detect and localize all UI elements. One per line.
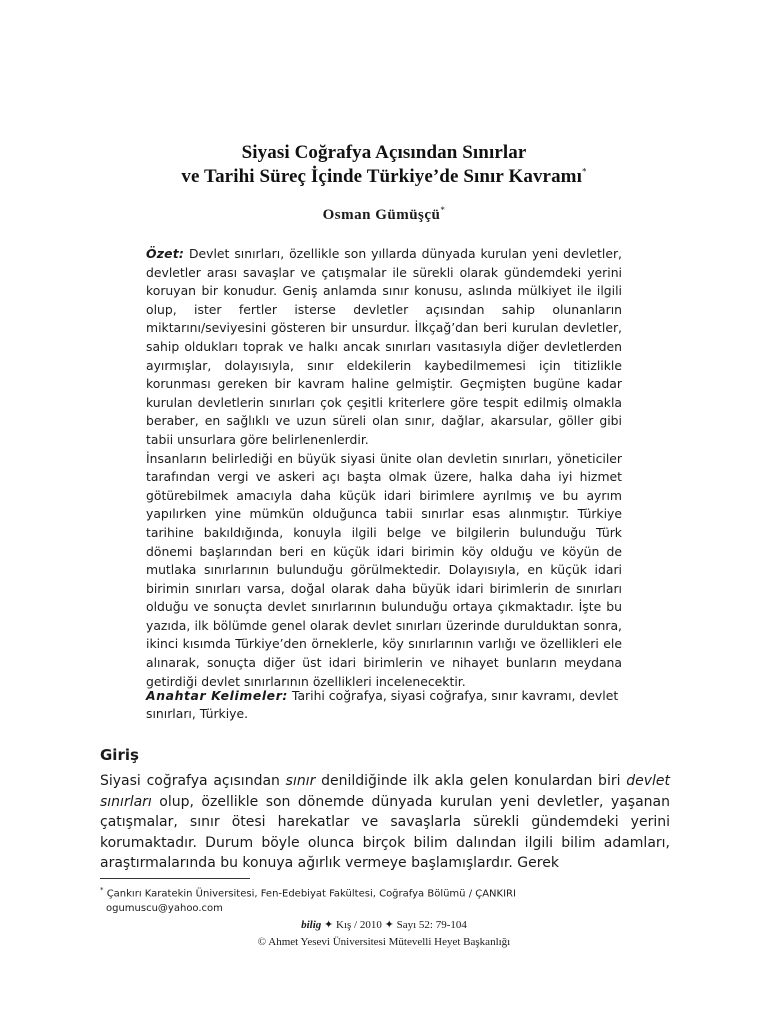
body-paragraph: Siyasi coğrafya açısından sınır denildiğinde ilk akla gelen konulardan biri devlet sınırları olup, özellikle son dönemde dünyada kurulan yeni devletler, yaşanan çatışmalar, sınır ötesi harekatlar ve savaşlarla sürekli gündemdeki yerini korumaktadır. Durum böyle olunca birçok bilim dalından ilgili bilim adamları, araştırmalarında bu konuya ağırlık vermeye başlamışlardır. Gerek <box>100 773 671 871</box>
abstract-paragraph-2: İnsanların belirlediği en büyük siyasi ünite olan devletin sınırları, yöneticiler tarafından vergi ve askeri açı başta olmak üzere, halka daha iyi hizmet götürebilmek amacıyla daha küçük idari birimlere ayrılmış ve bu ayrım yapılırken yine mümkün olduğunca tabii sınırlar esas alınmıştır. Türkiye tarihine bakıldığında, konuyla ilgili belge ve bilgilerin bulunduğu Türk dönemi başlarından beri en küçük idari birimin köy olduğu ve köyün de mutlaka sınırlarının bulunduğu görülmektedir. Dolayısıyla, en küçük idari birimin sınırları varsa, doğal olarak daha büyük idari birimlerin de sınırları olduğu ve sonuçta devlet sınırlarının bulunduğu ortaya çıkmaktadır. İşte bu yazıda, ilk bölümde genel olarak devlet sınırları üzerinde durulduktan sonra, ikinci kısımda Türkiye’den örneklerle, köy sınırlarının varlığı ve özellikleri ele alınarak, sonuçta diğer üst idari birimlerin ve nihayet bunların meydana getirdiği devlet sınırlarının özellikleri incelenecektir. <box>146 450 622 689</box>
author-name: Osman Gümüşçü* <box>322 205 446 223</box>
abstract-paragraph-1: Özet: Devlet sınırları, özellikle son yıllarda dünyada kurulan yeni devletler, devletler arası savaşlar ve çatışmalar ile sürekli olarak gündemdeki yerini koruyan bir konudur. Geniş anlamda sınır konusu, aslında mülkiyet ile ilgili olup, ister fertler isterse devletler açısından sahip olunanların miktarını/seviyesini gösteren bir unsurdur. İlkçağ’dan beri kurulan devletler, sahip oldukları toprak ve halkı ancak sınırları vasıtasıyla diğer devletlerden ayırmışlar, dolayısıyla, sınır eldekilerin kaybedilmemesi için titizlikle korunması gereken bir kavram haline gelmiştir. Geçmişten bugüne kadar kurulan devletlerin sınırları çok çeşitli kriterlere göre tespit edilmiş olmakla beraber, en sağlıklı ve uzun süreli olan sınır, dağlar, akarsular, göller gibi tabii unsurlara göre belirlenenlerdir. <box>146 246 622 447</box>
keywords-label: Anahtar Kelimeler: <box>146 688 288 703</box>
abstract <box>146 245 622 691</box>
title-footnote-marker: * <box>581 166 587 177</box>
author-footnote-marker[interactable]: * <box>440 205 446 215</box>
journal-issue: Kış / 2010 <box>336 919 382 931</box>
footnote-email[interactable]: ogumuscu@yahoo.com <box>106 902 223 914</box>
journal-citation <box>0 918 768 933</box>
article-title-line-2: ve Tarihi Süreç İçinde Türkiye’de Sınır Kavramı* <box>181 166 587 187</box>
article-title-line-1: Siyasi Coğrafya Açısından Sınırlar <box>241 142 527 163</box>
separator-icon: ✦ <box>324 919 334 931</box>
term-devlet-sinirlari: devlet sınırları <box>100 773 671 810</box>
journal-name: bilig <box>301 919 322 931</box>
footnote-marker: * <box>100 886 104 894</box>
copyright: © Ahmet Yesevi Üniversitesi Mütevelli Heyet Başkanlığı <box>257 936 511 948</box>
separator-icon: ✦ <box>384 919 394 931</box>
abstract-label: Özet: <box>146 246 185 261</box>
term-sinir: sınır <box>285 773 316 789</box>
section-heading: Giriş <box>100 746 139 764</box>
footnote-divider <box>100 878 250 879</box>
journal-pages: Sayı 52: 79-104 <box>396 919 467 931</box>
keywords-text: Tarihi coğrafya, siyasi coğrafya, sınır kavramı, devlet sınırları, Türkiye. <box>146 688 619 721</box>
keywords <box>146 687 622 723</box>
footnote-affiliation: * Çankırı Karatekin Üniversitesi, Fen-Edebiyat Fakültesi, Coğrafya Bölümü / ÇANKIRI <box>100 886 516 900</box>
footnote <box>100 883 660 916</box>
